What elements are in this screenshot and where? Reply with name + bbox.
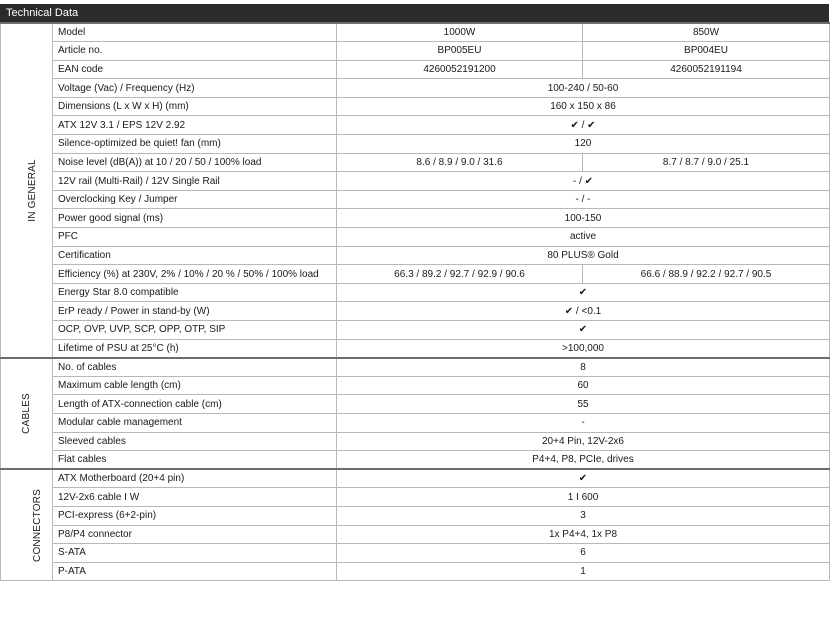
row-label: Certification xyxy=(53,246,337,265)
value-shared: 6 xyxy=(337,544,830,563)
value-1000w: 4260052191200 xyxy=(337,60,583,79)
row-label: Flat cables xyxy=(53,451,337,470)
value-shared: ✔ xyxy=(337,469,830,488)
table-row xyxy=(1,79,830,98)
row-label: Noise level (dB(A)) at 10 / 20 / 50 / 100% load xyxy=(53,153,337,172)
row-label: Efficiency (%) at 230V, 2% / 10% / 20 % / 50% / 100% load xyxy=(53,265,337,284)
value-shared: 1 xyxy=(337,562,830,581)
row-label: 12V-2x6 cable I W xyxy=(53,488,337,507)
value-850w: 850W xyxy=(583,23,830,42)
value-shared: 100-150 xyxy=(337,209,830,228)
row-label: Sleeved cables xyxy=(53,432,337,451)
value-shared: 80 PLUS® Gold xyxy=(337,246,830,265)
row-label: ATX 12V 3.1 / EPS 12V 2.92 xyxy=(53,116,337,135)
value-850w: 66.6 / 88.9 / 92.2 / 92.7 / 90.5 xyxy=(583,265,830,284)
value-shared: 55 xyxy=(337,395,830,414)
table-row xyxy=(1,60,830,79)
value-shared: 100-240 / 50-60 xyxy=(337,79,830,98)
row-label: Energy Star 8.0 compatible xyxy=(53,283,337,302)
table-row xyxy=(1,488,830,507)
row-label: P-ATA xyxy=(53,562,337,581)
value-shared: ✔ xyxy=(337,283,830,302)
value-shared: 160 x 150 x 86 xyxy=(337,97,830,116)
row-label: Model xyxy=(53,23,337,42)
value-shared: - / - xyxy=(337,190,830,209)
value-1000w: 1000W xyxy=(337,23,583,42)
section-label-cell xyxy=(1,469,53,581)
row-label: Silence-optimized be quiet! fan (mm) xyxy=(53,135,337,154)
row-label: 12V rail (Multi-Rail) / 12V Single Rail xyxy=(53,172,337,191)
row-label: Overclocking Key / Jumper xyxy=(53,190,337,209)
table-row xyxy=(1,395,830,414)
section-label-connectors: CONNECTORS xyxy=(31,488,43,562)
table-row xyxy=(1,302,830,321)
value-shared: active xyxy=(337,228,830,247)
table-row xyxy=(1,97,830,116)
technical-data-table xyxy=(0,22,830,581)
row-label: PCI-express (6+2-pin) xyxy=(53,506,337,525)
table-row xyxy=(1,506,830,525)
table-row xyxy=(1,413,830,432)
value-shared: 3 xyxy=(337,506,830,525)
row-label: No. of cables xyxy=(53,358,337,377)
row-label: S-ATA xyxy=(53,544,337,563)
table-row xyxy=(1,209,830,228)
table-row xyxy=(1,451,830,470)
row-label: Modular cable management xyxy=(53,413,337,432)
table-row xyxy=(1,544,830,563)
value-shared: 20+4 Pin, 12V-2x6 xyxy=(337,432,830,451)
section-connectors xyxy=(1,469,830,581)
row-label: ErP ready / Power in stand-by (W) xyxy=(53,302,337,321)
row-label: Dimensions (L x W x H) (mm) xyxy=(53,97,337,116)
row-label: OCP, OVP, UVP, SCP, OPP, OTP, SIP xyxy=(53,321,337,340)
table-row xyxy=(1,135,830,154)
row-label: Power good signal (ms) xyxy=(53,209,337,228)
value-shared: 60 xyxy=(337,376,830,395)
table-row xyxy=(1,116,830,135)
value-shared: 8 xyxy=(337,358,830,377)
section-cables xyxy=(1,358,830,470)
table-row xyxy=(1,562,830,581)
table-row xyxy=(1,432,830,451)
value-shared: >100,000 xyxy=(337,339,830,358)
value-shared: P4+4, P8, PCIe, drives xyxy=(337,451,830,470)
row-label: Length of ATX-connection cable (cm) xyxy=(53,395,337,414)
table-title: Technical Data xyxy=(0,4,829,22)
value-850w: BP004EU xyxy=(583,42,830,61)
table-row xyxy=(1,246,830,265)
row-label: P8/P4 connector xyxy=(53,525,337,544)
table-row xyxy=(1,469,830,488)
table-row xyxy=(1,172,830,191)
table-row xyxy=(1,525,830,544)
value-850w: 8.7 / 8.7 / 9.0 / 25.1 xyxy=(583,153,830,172)
table-row xyxy=(1,42,830,61)
value-shared: - / ✔ xyxy=(337,172,830,191)
value-1000w: BP005EU xyxy=(337,42,583,61)
row-label: Voltage (Vac) / Frequency (Hz) xyxy=(53,79,337,98)
value-shared: ✔ / ✔ xyxy=(337,116,830,135)
value-1000w: 66.3 / 89.2 / 92.7 / 92.9 / 90.6 xyxy=(337,265,583,284)
value-shared: - xyxy=(337,413,830,432)
table-row xyxy=(1,265,830,284)
section-label-cell xyxy=(1,358,53,470)
value-shared: ✔ xyxy=(337,321,830,340)
value-850w: 4260052191194 xyxy=(583,60,830,79)
table-row xyxy=(1,376,830,395)
row-label: Maximum cable length (cm) xyxy=(53,376,337,395)
section-label-in-general: IN GENERAL xyxy=(26,159,38,222)
row-label: EAN code xyxy=(53,60,337,79)
value-shared: 1x P4+4, 1x P8 xyxy=(337,525,830,544)
row-label: Article no. xyxy=(53,42,337,61)
value-1000w: 8.6 / 8.9 / 9.0 / 31.6 xyxy=(337,153,583,172)
table-row xyxy=(1,228,830,247)
row-label: Lifetime of PSU at 25°C (h) xyxy=(53,339,337,358)
table-row xyxy=(1,23,830,42)
table-row xyxy=(1,321,830,340)
row-label: PFC xyxy=(53,228,337,247)
section-label-cell xyxy=(1,23,53,358)
section-label-cables: CABLES xyxy=(20,393,32,434)
table-row xyxy=(1,283,830,302)
table-row xyxy=(1,153,830,172)
value-shared: 120 xyxy=(337,135,830,154)
table-row xyxy=(1,190,830,209)
section-in-general xyxy=(1,23,830,358)
table-row xyxy=(1,339,830,358)
value-shared: ✔ / <0.1 xyxy=(337,302,830,321)
value-shared: 1 I 600 xyxy=(337,488,830,507)
table-row xyxy=(1,358,830,377)
row-label: ATX Motherboard (20+4 pin) xyxy=(53,469,337,488)
